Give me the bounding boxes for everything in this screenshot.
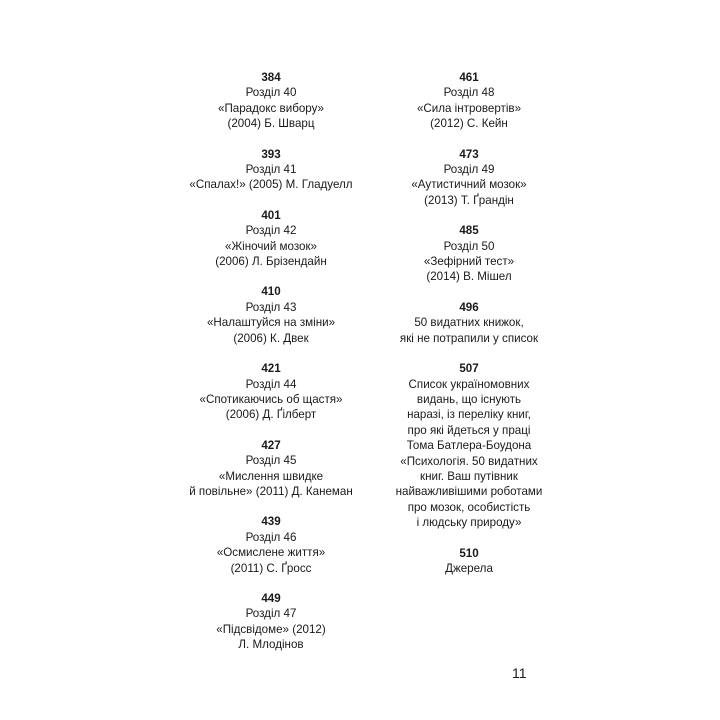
toc-entry-page-number: 410 — [261, 285, 281, 299]
toc-entry — [369, 300, 569, 346]
toc-entry-text-line: Розділ 47 — [245, 607, 297, 621]
toc-entry — [171, 147, 371, 193]
toc-entry-text-line: Розділ 42 — [245, 224, 297, 238]
toc-entry-text-line: Л. Млодінов — [238, 638, 304, 652]
toc-entry-text-line: найважливішими роботами — [395, 485, 543, 499]
toc-entry — [171, 514, 371, 576]
toc-entry-text-line: Розділ 48 — [443, 86, 495, 100]
toc-entry-text-line: (2012) С. Кейн — [430, 117, 508, 131]
toc-entry-text-line: «Мислення швидке — [218, 469, 324, 483]
toc-entry-text-line: (2011) С. Ґросс — [230, 561, 312, 575]
toc-entry-page-number: 510 — [459, 546, 479, 560]
toc-entry-text-line: (2013) Т. Ґрандін — [424, 193, 514, 207]
toc-entry — [171, 361, 371, 423]
toc-entry — [369, 223, 569, 285]
toc-entry-page-number: 401 — [261, 208, 281, 222]
toc-entry-text-line: Розділ 46 — [245, 530, 297, 544]
toc-entry-text-line: Джерела — [445, 561, 493, 575]
toc-entry-text-line: «Налаштуйся на зміни» — [206, 316, 336, 330]
toc-entry — [369, 546, 569, 577]
toc-entry-text-line: Розділ 41 — [245, 163, 297, 177]
toc-entry-text-line: Тома Батлера-Боудона — [406, 439, 532, 453]
toc-entry-text-line: Розділ 49 — [443, 163, 495, 177]
toc-entry-text-line: «Осмислене життя» — [216, 546, 326, 560]
toc-entry-text-line: (2006) Д. Ґілберт — [225, 408, 317, 422]
toc-entry-text-line: наразі, із переліку книг, — [407, 408, 531, 422]
toc-entry-text-line: «Підсвідоме» (2012) — [216, 622, 326, 636]
page-folio-number: 11 — [512, 665, 527, 681]
toc-entry-page-number: 421 — [261, 362, 281, 376]
toc-entry-text-line: Розділ 45 — [245, 454, 297, 468]
toc-entry-page-number: 461 — [459, 71, 479, 84]
toc-entry — [369, 70, 569, 132]
toc-entry-text-line: книг. Ваш путівник — [420, 469, 518, 483]
toc-entry-text-line: «Спалах!» (2005) М. Гладуелл — [189, 178, 353, 192]
toc-entry-text-line: видань, що існують — [416, 392, 522, 406]
toc-entry — [171, 70, 371, 132]
toc-entry-text-line: «Сила інтровертів» — [416, 101, 522, 115]
toc-entry-text-line: Список україномовних — [408, 377, 530, 391]
toc-entry-page-number: 507 — [459, 362, 479, 376]
toc-entry-text-line: (2004) Б. Шварц — [227, 117, 315, 131]
toc-entry — [171, 284, 371, 346]
toc-entry-text-line: Розділ 50 — [443, 239, 495, 253]
toc-entry-text-line: про які йдеться у праці — [407, 423, 531, 437]
toc-entry-text-line: Розділ 40 — [245, 86, 297, 100]
toc-entry-page-number: 427 — [261, 438, 281, 452]
toc-entry-page-number: 439 — [261, 515, 281, 529]
toc-entry-text-line: «Аутистичний мозок» — [411, 178, 527, 192]
toc-entry-text-line: (2006) Л. Брізендайн — [215, 255, 327, 269]
toc-entry — [171, 208, 371, 270]
toc-entry-text-line: і людську природу» — [416, 516, 522, 530]
toc-entry-text-line: й повільне» (2011) Д. Канеман — [189, 484, 353, 498]
toc-entry-text-line: «Спотикаючись об щастя» — [199, 392, 343, 406]
toc-entry-text-line: 50 видатних книжок, — [414, 316, 524, 330]
toc-entry-text-line: «Психологія. 50 видатних — [400, 454, 538, 468]
toc-entry-page-number: 384 — [261, 71, 281, 84]
toc-column-right — [369, 70, 569, 591]
toc-entry — [171, 591, 371, 653]
toc-entry — [171, 438, 371, 500]
toc-entry-text-line: які не потрапили у список — [399, 331, 539, 345]
toc-entry-text-line: «Зефірний тест» — [423, 255, 515, 269]
toc-entry-text-line: (2006) К. Двек — [233, 331, 309, 345]
toc-entry-text-line: про мозок, особистість — [407, 500, 531, 514]
toc-entry — [369, 147, 569, 209]
toc-entry-text-line: (2014) В. Мішел — [426, 270, 512, 284]
toc-entry — [369, 361, 569, 530]
toc-entry-page-number: 449 — [261, 591, 281, 605]
toc-entry-text-line: «Парадокс вибору» — [218, 101, 324, 115]
toc-entry-page-number: 473 — [459, 147, 479, 161]
toc-entry-page-number: 393 — [261, 147, 281, 161]
toc-entry-page-number: 485 — [459, 224, 479, 238]
toc-entry-text-line: Розділ 43 — [245, 300, 297, 314]
toc-entry-page-number: 496 — [459, 300, 479, 314]
toc-entry-text-line: «Жіночий мозок» — [225, 239, 317, 253]
toc-entry-text-line: Розділ 44 — [245, 377, 297, 391]
toc-column-left — [171, 70, 371, 668]
